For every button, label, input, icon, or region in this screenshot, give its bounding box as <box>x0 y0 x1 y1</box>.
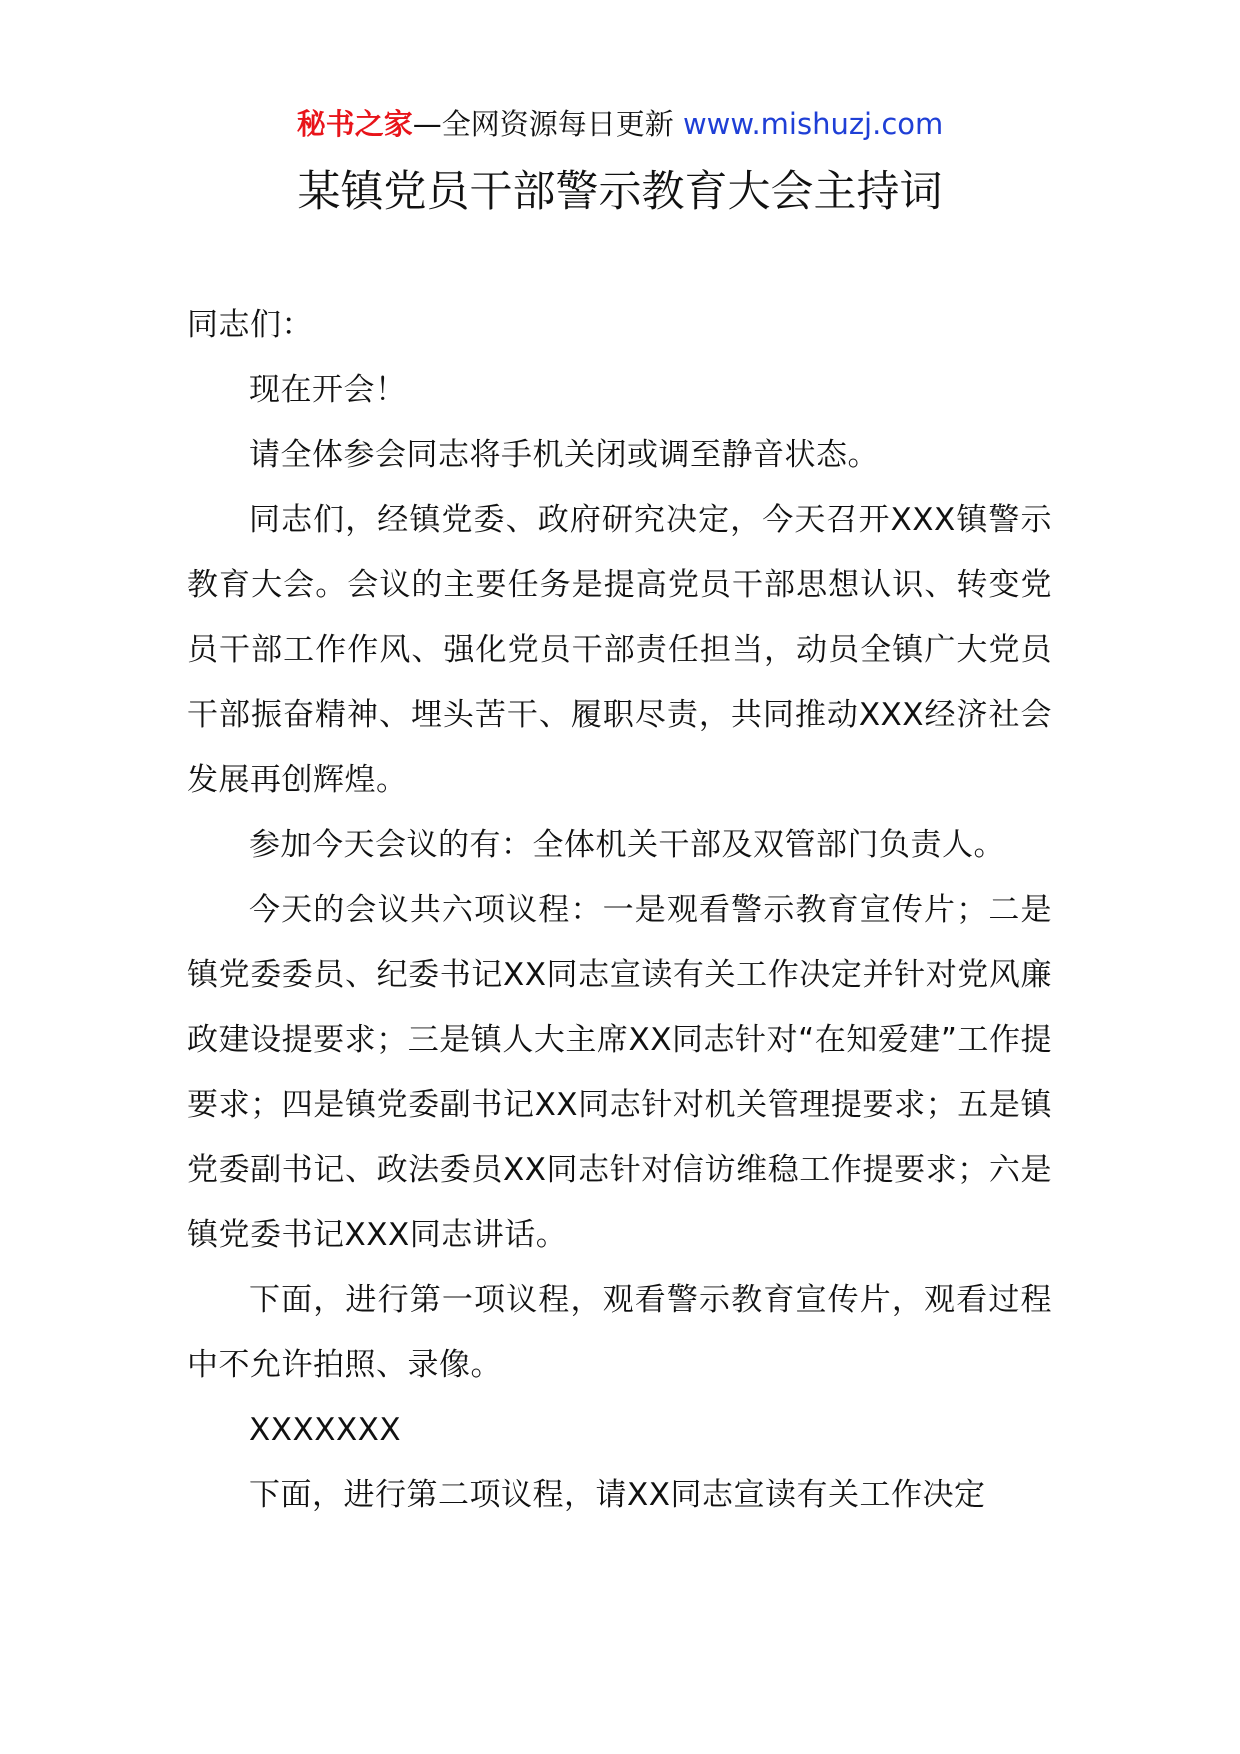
site-tagline: —全网资源每日更新 <box>412 107 683 141</box>
paragraph: 现在开会！ <box>249 372 407 408</box>
site-url-link[interactable]: www.mishuzj.com <box>682 107 944 141</box>
paragraph: 参加今天会议的有：全体机关干部及双管部门负责人。 <box>249 827 1005 863</box>
document-title: 某镇党员干部警示教育大会主持词 <box>297 167 943 217</box>
paragraph: 同志们，经镇党委、政府研究决定，今天召开XXX镇警示教育大会。会议的主要任务是提高党员干部思想认识、转变党员干部工作作风、强化党员干部责任担当，动员全镇广大党员干部振奋精神、埋头苦干、履职尽责，共同推动XXX经济社会发展再创辉煌。 <box>187 502 1052 798</box>
paragraph: 下面，进行第一项议程，观看警示教育宣传片，观看过程中不允许拍照、录像。 <box>187 1282 1052 1383</box>
salutation: 同志们： <box>187 307 313 343</box>
site-banner <box>0 104 1240 144</box>
document-body <box>187 293 1052 1528</box>
site-brand: 秘书之家 <box>296 107 413 141</box>
paragraph: XXXXXXX <box>249 1412 402 1448</box>
paragraph: 今天的会议共六项议程：一是观看警示教育宣传片；二是镇党委委员、纪委书记XX同志宣读有关工作决定并针对党风廉政建设提要求；三是镇人大主席XX同志针对“在知爱建”工作提要求；四是镇党委副书记XX同志针对机关管理提要求；五是镇党委副书记、政法委员XX同志针对信访维稳工作提要求；六是镇党委书记XXX同志讲话。 <box>187 892 1052 1253</box>
paragraph: 请全体参会同志将手机关闭或调至静音状态。 <box>249 437 879 473</box>
paragraph: 下面，进行第二项议程，请XX同志宣读有关工作决定 <box>249 1477 986 1513</box>
